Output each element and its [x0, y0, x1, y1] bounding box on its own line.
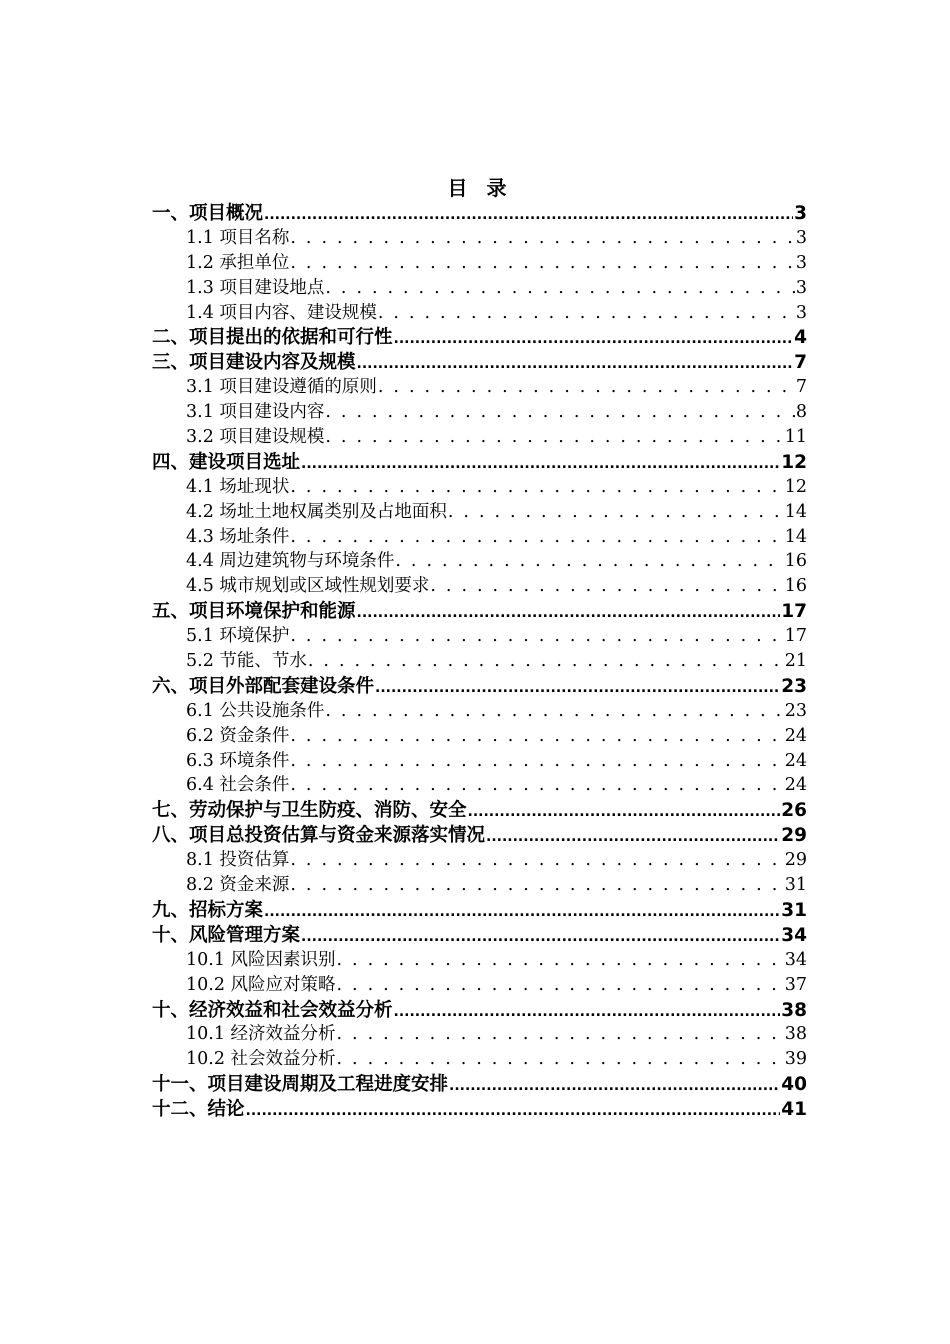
- toc-section-entry[interactable]: [152, 846, 807, 871]
- toc-section-entry[interactable]: [152, 771, 807, 796]
- toc-chapter-entry[interactable]: [152, 448, 807, 473]
- toc-section-entry[interactable]: [152, 274, 807, 299]
- toc-section-entry[interactable]: [152, 498, 807, 523]
- toc-entry-label: 十一、项目建设周期及工程进度安排: [152, 1074, 449, 1096]
- toc-dot-leader: [308, 651, 784, 671]
- toc-dot-leader: [357, 601, 781, 622]
- toc-page-number: 34: [784, 949, 807, 970]
- toc-chapter-entry[interactable]: [152, 597, 807, 622]
- toc-dot-leader: [378, 303, 795, 323]
- toc-entry-label: 4.4 周边建筑物与环境条件: [186, 551, 395, 572]
- toc-page-number: 14: [784, 501, 807, 522]
- toc-entry-label: 3.1 项目建设内容: [186, 402, 325, 423]
- toc-entry-label: 五、项目环境保护和能源: [152, 601, 356, 623]
- toc-entry-label: 二、项目提出的依据和可行性: [152, 327, 393, 349]
- toc-entry-label: 1.2 承担单位: [186, 252, 290, 273]
- toc-section-entry[interactable]: [152, 249, 807, 274]
- toc-entry-label: 5.2 节能、节水: [186, 651, 307, 672]
- toc-entry-label: 六、项目外部配套建设条件: [152, 675, 375, 697]
- toc-entry-label: 10.1 风险因素识别: [186, 949, 336, 970]
- toc-dot-leader: [290, 626, 783, 646]
- toc-page-number: 3: [795, 227, 807, 248]
- toc-chapter-entry[interactable]: [152, 821, 807, 846]
- toc-entry-label: 1.4 项目内容、建设规模: [186, 302, 377, 323]
- toc-page-number: 17: [781, 601, 807, 623]
- toc-page-number: 21: [784, 651, 807, 672]
- toc-page-number: 31: [784, 875, 807, 896]
- toc-page-number: 26: [781, 800, 807, 822]
- toc-dot-leader: [337, 975, 784, 995]
- toc-dot-leader: [486, 825, 780, 846]
- toc-dot-leader: [264, 900, 780, 921]
- toc-chapter-entry[interactable]: [152, 199, 807, 224]
- toc-entry-label: 十、风险管理方案: [152, 924, 301, 946]
- toc-section-entry[interactable]: [152, 572, 807, 597]
- toc-section-entry[interactable]: [152, 373, 807, 398]
- toc-chapter-entry[interactable]: [152, 796, 807, 821]
- toc-dot-leader: [448, 502, 784, 522]
- toc-entry-label: 8.1 投资估算: [186, 850, 290, 871]
- toc-dot-leader: [325, 701, 783, 721]
- toc-page-number: 11: [784, 427, 807, 448]
- toc-page-number: 3: [795, 302, 807, 323]
- toc-page-number: 23: [784, 700, 807, 721]
- toc-section-entry[interactable]: [152, 971, 807, 996]
- toc-section-entry[interactable]: [152, 398, 807, 423]
- toc-dot-leader: [468, 800, 781, 821]
- toc-dot-leader: [290, 751, 783, 771]
- toc-dot-leader: [394, 1000, 781, 1021]
- toc-page-number: 7: [794, 352, 807, 374]
- toc-dot-leader: [264, 203, 793, 224]
- toc-dot-leader: [375, 676, 780, 697]
- toc-section-entry[interactable]: [152, 871, 807, 896]
- toc-entry-label: 10.2 社会效益分析: [186, 1049, 336, 1070]
- toc-entry-label: 4.2 场址土地权属类别及占地面积: [186, 501, 447, 522]
- toc-entry-label: 四、建设项目选址: [152, 451, 301, 473]
- toc-chapter-entry[interactable]: [152, 672, 807, 697]
- toc-page-number: 4: [794, 327, 807, 349]
- toc-page-number: 38: [784, 1024, 807, 1045]
- toc-section-entry[interactable]: [152, 946, 807, 971]
- toc-section-entry[interactable]: [152, 722, 807, 747]
- toc-page-number: 34: [781, 924, 807, 946]
- toc-section-entry[interactable]: [152, 1045, 807, 1070]
- toc-chapter-entry[interactable]: [152, 1070, 807, 1095]
- toc-section-entry[interactable]: [152, 747, 807, 772]
- toc-dot-leader: [337, 1049, 784, 1069]
- toc-page-number: 24: [784, 775, 807, 796]
- toc-entry-label: 一、项目概况: [152, 203, 264, 224]
- toc-dot-leader: [378, 377, 795, 397]
- toc-page-number: 24: [784, 750, 807, 771]
- toc-entry-label: 6.2 资金条件: [186, 725, 290, 746]
- toc-dot-leader: [290, 253, 794, 273]
- toc-page-number: 12: [781, 451, 807, 473]
- toc-entry-label: 10.1 经济效益分析: [186, 1024, 336, 1045]
- toc-page-number: 40: [781, 1074, 807, 1096]
- toc-dot-leader: [290, 775, 783, 795]
- toc-page-number: 37: [784, 974, 807, 995]
- toc-page-number: 3: [795, 252, 807, 273]
- toc-section-entry[interactable]: [152, 547, 807, 572]
- table-of-contents: [152, 199, 807, 1120]
- toc-entry-label: 1.3 项目建设地点: [186, 277, 325, 298]
- toc-entry-label: 3.1 项目建设遵循的原则: [186, 377, 377, 398]
- toc-section-entry[interactable]: [152, 622, 807, 647]
- toc-entry-label: 4.5 城市规划或区域性规划要求: [186, 576, 430, 597]
- toc-entry-label: 4.1 场址现状: [186, 476, 290, 497]
- toc-page-number: 17: [784, 626, 807, 647]
- toc-entry-label: 8.2 资金来源: [186, 875, 290, 896]
- toc-chapter-entry[interactable]: [152, 896, 807, 921]
- toc-section-entry[interactable]: [152, 1020, 807, 1045]
- toc-dot-leader: [337, 1024, 784, 1044]
- toc-entry-label: 10.2 风险应对策略: [186, 974, 336, 995]
- toc-entry-label: 八、项目总投资估算与资金来源落实情况: [152, 825, 486, 847]
- toc-entry-label: 三、项目建设内容及规模: [152, 352, 356, 374]
- toc-chapter-entry[interactable]: [152, 996, 807, 1021]
- toc-dot-leader: [394, 327, 794, 348]
- toc-chapter-entry[interactable]: [152, 323, 807, 348]
- toc-section-entry[interactable]: [152, 523, 807, 548]
- toc-entry-label: 4.3 场址条件: [186, 526, 290, 547]
- toc-entry-label: 九、招标方案: [152, 899, 264, 921]
- toc-dot-leader: [301, 925, 780, 946]
- toc-page-number: 41: [781, 1099, 807, 1121]
- toc-title: 目 录: [447, 176, 513, 200]
- toc-page-number: 29: [781, 825, 807, 847]
- toc-page-number: 3: [795, 277, 807, 298]
- toc-page-number: 31: [781, 899, 807, 921]
- toc-chapter-entry[interactable]: [152, 348, 807, 373]
- toc-dot-leader: [357, 352, 794, 373]
- toc-dot-leader: [290, 228, 794, 248]
- toc-page-number: 23: [781, 675, 807, 697]
- toc-dot-leader: [430, 576, 783, 596]
- toc-entry-label: 6.3 环境条件: [186, 750, 290, 771]
- toc-page-number: 7: [795, 377, 807, 398]
- toc-dot-leader: [325, 427, 783, 447]
- toc-chapter-entry[interactable]: [152, 921, 807, 946]
- toc-page-number: 16: [784, 576, 807, 597]
- toc-dot-leader: [290, 527, 783, 547]
- toc-section-entry[interactable]: [152, 697, 807, 722]
- toc-page-number: 29: [784, 850, 807, 871]
- toc-page-number: 3: [794, 203, 807, 224]
- toc-dot-leader: [325, 402, 794, 422]
- toc-entry-label: 5.1 环境保护: [186, 626, 290, 647]
- toc-section-entry[interactable]: [152, 224, 807, 249]
- toc-entry-label: 6.4 社会条件: [186, 775, 290, 796]
- toc-chapter-entry[interactable]: [152, 1095, 807, 1120]
- toc-entry-label: 七、劳动保护与卫生防疫、消防、安全: [152, 800, 467, 822]
- toc-section-entry[interactable]: [152, 473, 807, 498]
- toc-dot-leader: [290, 875, 783, 895]
- toc-entry-label: 1.1 项目名称: [186, 227, 290, 248]
- toc-entry-label: 十二、结论: [152, 1099, 245, 1121]
- toc-page-number: 16: [784, 551, 807, 572]
- toc-dot-leader: [301, 452, 780, 473]
- toc-entry-label: 十、经济效益和社会效益分析: [152, 999, 393, 1021]
- toc-section-entry[interactable]: [152, 299, 807, 324]
- toc-page-number: 8: [795, 402, 807, 423]
- toc-section-entry[interactable]: [152, 647, 807, 672]
- toc-dot-leader: [290, 477, 783, 497]
- toc-dot-leader: [395, 551, 783, 571]
- toc-dot-leader: [290, 850, 783, 870]
- toc-page-number: 12: [784, 476, 807, 497]
- toc-page-number: 24: [784, 725, 807, 746]
- toc-page-number: 39: [784, 1049, 807, 1070]
- toc-dot-leader: [246, 1099, 781, 1120]
- toc-entry-label: 6.1 公共设施条件: [186, 700, 325, 721]
- toc-page-number: 38: [781, 999, 807, 1021]
- toc-page-number: 14: [784, 526, 807, 547]
- toc-dot-leader: [290, 726, 783, 746]
- toc-dot-leader: [337, 950, 784, 970]
- toc-entry-label: 3.2 项目建设规模: [186, 427, 325, 448]
- toc-section-entry[interactable]: [152, 423, 807, 448]
- toc-dot-leader: [449, 1074, 780, 1095]
- toc-dot-leader: [325, 278, 794, 298]
